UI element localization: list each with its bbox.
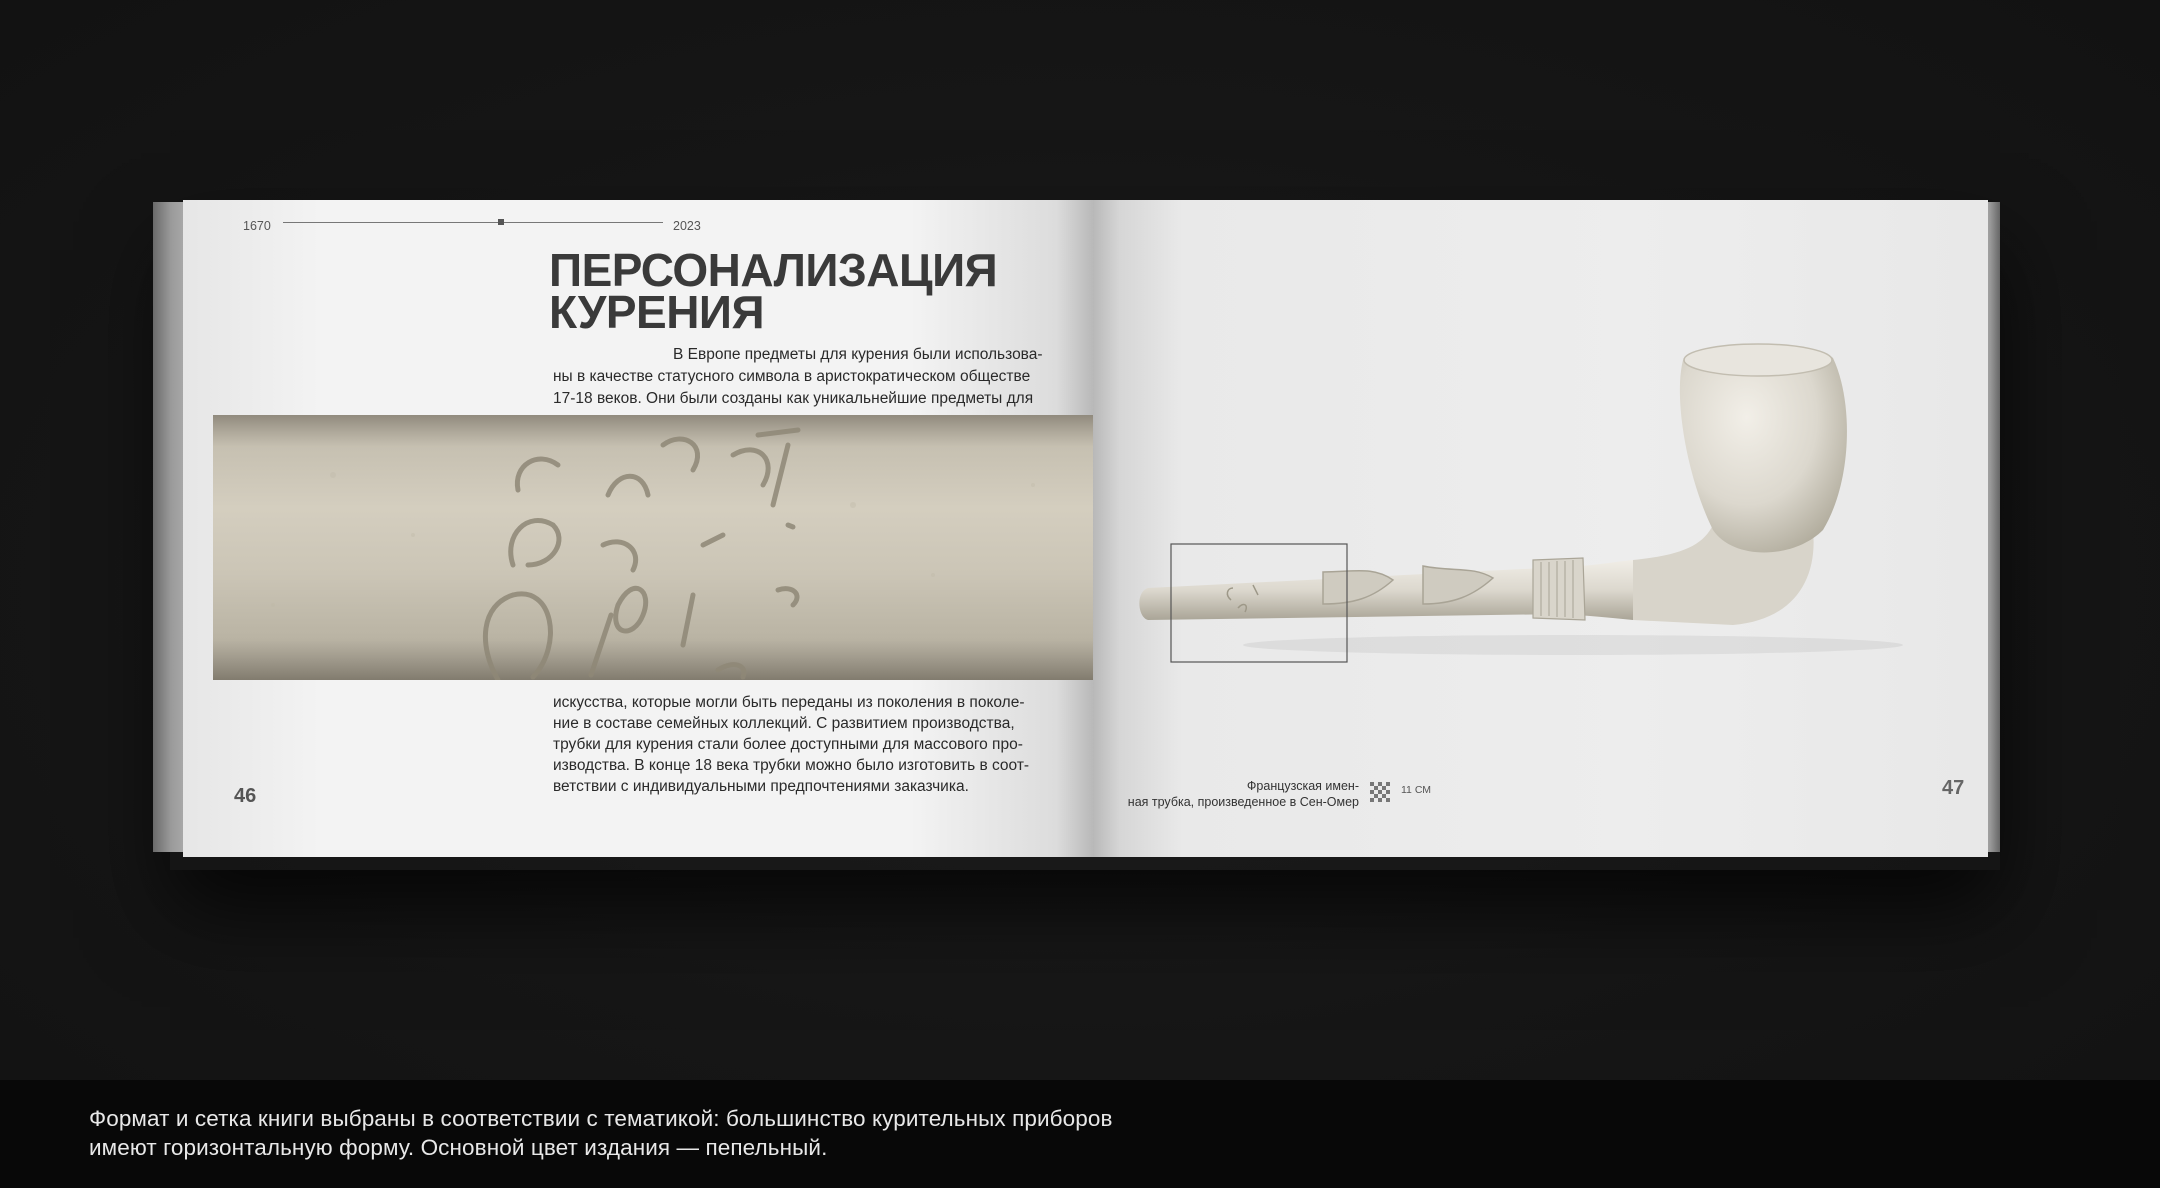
text-line: 17-18 веков. Они были созданы как уникальнейшие предметы для: [553, 390, 1034, 407]
caption-bar: [0, 1080, 2160, 1188]
page-number-left: 46: [234, 785, 257, 807]
text-line: ны в качестве статусного символа в аристократическом обществе: [553, 368, 1031, 385]
page-title: [549, 244, 1093, 338]
page-number-right: 47: [1942, 777, 1965, 799]
checker-scale-icon: [1370, 782, 1392, 804]
text-line: ние в составе семейных коллекций. С развитием производства,: [553, 715, 1015, 732]
timeline-start: 1670: [243, 219, 271, 233]
timeline-line: [283, 222, 663, 223]
text-line: искусства, которые могли быть переданы из поколения в поколе-: [553, 694, 1025, 711]
timeline-end: 2023: [673, 219, 701, 233]
pipe-caption: [1093, 778, 1359, 810]
engraved-stem-photo: [213, 415, 1093, 680]
caption-text-line-1: Формат и сетка книги выбраны в соответствии с тематикой: большинство курительных приборов: [89, 1106, 1113, 1131]
caption-line: ная трубка, произведенное в Сен-Омер: [1127, 795, 1359, 809]
paragraph-bottom: [553, 692, 1088, 797]
text-line: трубки для курения стали более доступными для массового про-: [553, 736, 1023, 753]
text-line: В Европе предметы для курения были использова-: [673, 346, 1043, 363]
text-line: ветствии с индивидуальными предпочтениями заказчика.: [553, 778, 969, 795]
caption-text-line-2: имеют горизонтальную форму. Основной цвет издания — пепельный.: [89, 1135, 828, 1160]
caption-line: Французская имен-: [1246, 779, 1359, 793]
left-page: [183, 200, 1093, 857]
text-line: изводства. В конце 18 века трубки можно было изготовить в соот-: [553, 757, 1030, 774]
clay-pipe-image: [1093, 200, 1988, 857]
scale-label: 11 СМ: [1401, 784, 1432, 796]
title-line: КУРЕНИЯ: [549, 286, 765, 338]
timeline-marker: [498, 219, 504, 225]
paragraph-top: [553, 344, 1088, 410]
right-page: [1093, 200, 1988, 857]
title-line: ПЕРСОНАЛИЗАЦИЯ: [549, 244, 998, 296]
stem-closeup-image: [213, 415, 1093, 680]
clay-pipe-photo: [1093, 200, 1988, 857]
